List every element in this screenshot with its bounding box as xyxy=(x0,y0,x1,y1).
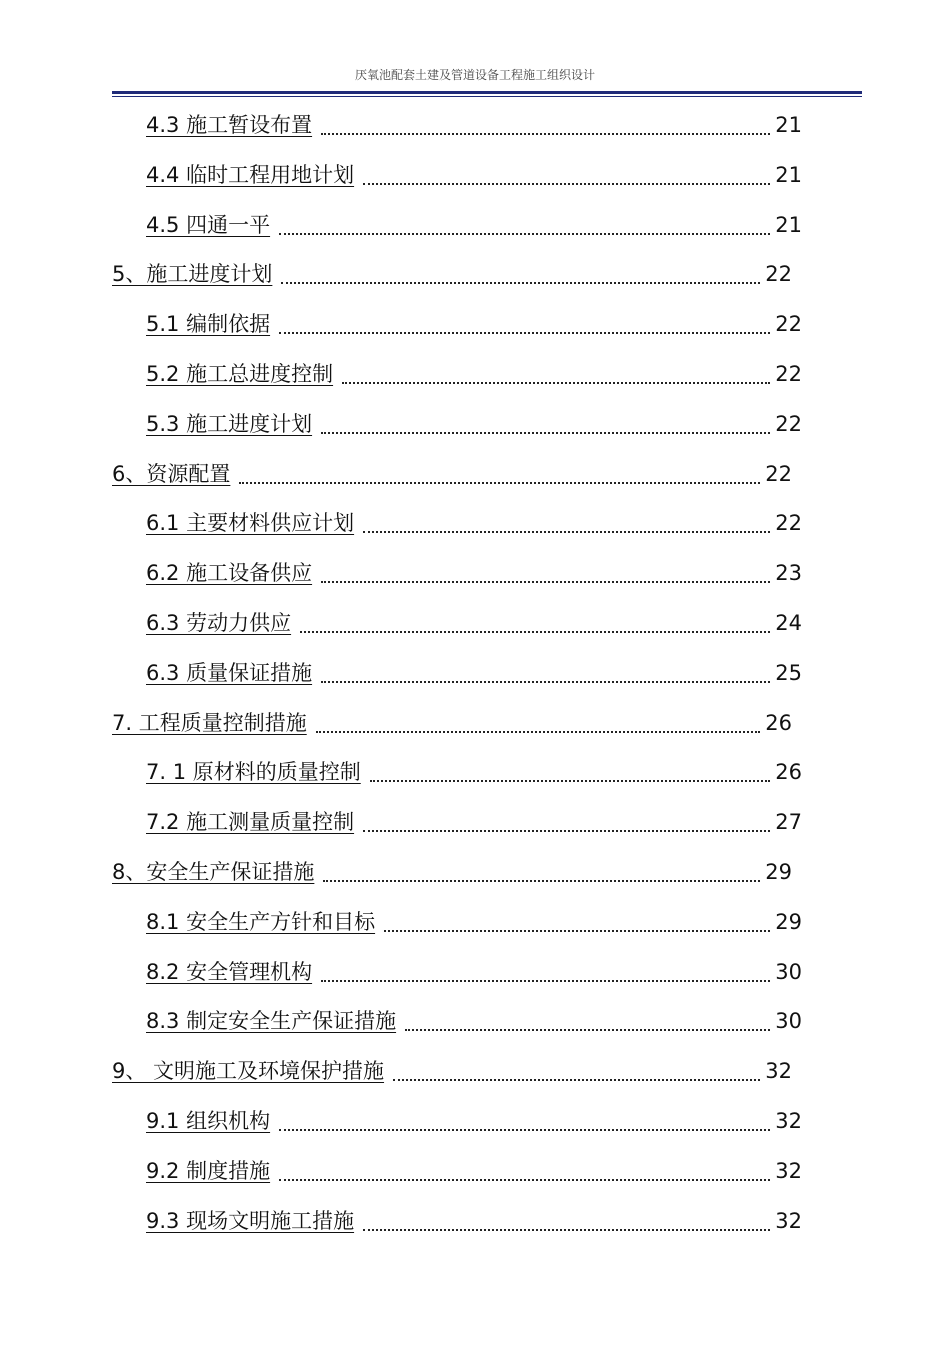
toc-dot-leader xyxy=(363,1207,770,1231)
toc-dot-leader xyxy=(321,410,770,434)
toc-dot-leader xyxy=(281,260,760,284)
toc-entry[interactable] xyxy=(146,357,802,387)
toc-dot-leader xyxy=(321,659,770,683)
toc-page-number: 24 xyxy=(775,611,802,635)
toc-entry-label[interactable]: 7. 1 原材料的质量控制 xyxy=(146,760,361,785)
toc-page-number: 22 xyxy=(765,461,792,486)
toc-entry[interactable] xyxy=(146,905,802,935)
toc-page-number: 32 xyxy=(775,1208,802,1233)
toc-entry-label[interactable]: 8.3 制定安全生产保证措施 xyxy=(146,1009,397,1034)
toc-entry[interactable] xyxy=(112,706,792,736)
toc-entry[interactable] xyxy=(146,755,802,785)
toc-dot-leader xyxy=(321,111,770,135)
toc-page-number: 23 xyxy=(775,561,802,586)
header-rule-thick xyxy=(112,91,862,94)
toc-page-number: 22 xyxy=(775,312,802,337)
toc-dot-leader xyxy=(300,609,770,633)
toc-entry-label[interactable]: 8.2 安全管理机构 xyxy=(146,959,313,984)
toc-dot-leader xyxy=(321,559,770,583)
toc-dot-leader xyxy=(279,1157,770,1181)
toc-entry-label[interactable]: 9.2 制度措施 xyxy=(146,1158,271,1183)
toc-entry-label[interactable]: 6.3 质量保证措施 xyxy=(146,660,313,685)
toc-entry[interactable] xyxy=(146,556,802,586)
toc-page-number: 22 xyxy=(775,362,802,386)
toc-page-number: 21 xyxy=(775,162,802,187)
toc-entry[interactable] xyxy=(146,1004,802,1034)
toc-page-number: 26 xyxy=(765,710,792,735)
toc-dot-leader xyxy=(370,758,771,782)
toc-entry[interactable] xyxy=(112,855,792,885)
toc-entry-label[interactable]: 9.3 现场文明施工措施 xyxy=(146,1208,355,1233)
toc-entry-label[interactable]: 5、施工进度计划 xyxy=(112,262,273,287)
toc-entry-label[interactable]: 6.3 劳动力供应 xyxy=(146,611,292,635)
toc-dot-leader xyxy=(279,310,770,334)
toc-dot-leader xyxy=(342,360,770,384)
toc-entry-label[interactable]: 5.1 编制依据 xyxy=(146,312,271,337)
toc-entry-label[interactable]: 8.1 安全生产方针和目标 xyxy=(146,909,376,934)
toc-entry[interactable] xyxy=(112,457,792,487)
toc-page-number: 30 xyxy=(775,959,802,984)
toc-entry[interactable] xyxy=(146,158,802,188)
toc-dot-leader xyxy=(316,709,761,733)
toc-page-number: 22 xyxy=(765,262,792,287)
toc-entry[interactable] xyxy=(146,1154,802,1184)
toc-entry-label[interactable]: 4.4 临时工程用地计划 xyxy=(146,162,355,187)
header-rule-thin xyxy=(112,96,862,97)
toc-entry[interactable] xyxy=(146,307,802,337)
toc-entry[interactable] xyxy=(146,656,802,686)
toc-entry-label[interactable]: 6.2 施工设备供应 xyxy=(146,561,313,586)
toc-page-number: 32 xyxy=(775,1158,802,1183)
toc-entry[interactable] xyxy=(146,506,802,536)
toc-entry-label[interactable]: 4.3 施工暂设布置 xyxy=(146,113,313,137)
toc-entry[interactable] xyxy=(146,805,802,835)
toc-entry[interactable] xyxy=(146,1204,802,1234)
toc-entry-label[interactable]: 6.1 主要材料供应计划 xyxy=(146,511,355,536)
toc-entry[interactable] xyxy=(112,257,792,287)
toc-dot-leader xyxy=(363,161,770,185)
toc-entry-label[interactable]: 4.5 四通一平 xyxy=(146,212,271,237)
toc-page-number: 30 xyxy=(775,1009,802,1034)
toc-entry[interactable] xyxy=(146,606,802,636)
toc-entry[interactable] xyxy=(146,1104,802,1134)
toc-entry-label[interactable]: 8、安全生产保证措施 xyxy=(112,860,315,884)
toc-dot-leader xyxy=(405,1007,770,1031)
toc-entry[interactable] xyxy=(146,407,802,437)
toc-entry[interactable] xyxy=(146,208,802,238)
toc-entry-label[interactable]: 9、 文明施工及环境保护措施 xyxy=(112,1059,385,1084)
page-header-title: 厌氧池配套土建及管道设备工程施工组织设计 xyxy=(354,68,595,82)
toc-page-number: 32 xyxy=(775,1109,802,1133)
toc-page-number: 27 xyxy=(775,810,802,835)
toc-entry-label[interactable]: 9.1 组织机构 xyxy=(146,1109,271,1133)
toc-entry[interactable] xyxy=(112,1054,792,1084)
toc-dot-leader xyxy=(279,1107,770,1131)
toc-entry-label[interactable]: 5.3 施工进度计划 xyxy=(146,411,313,436)
toc-page-number: 22 xyxy=(775,511,802,536)
toc-entry[interactable] xyxy=(146,955,802,985)
toc-page-number: 21 xyxy=(775,212,802,237)
toc-page-number: 29 xyxy=(765,860,792,884)
toc-entry-label[interactable]: 6、资源配置 xyxy=(112,461,231,486)
toc-dot-leader xyxy=(323,858,760,882)
toc-entry[interactable] xyxy=(146,108,802,138)
toc-page-number: 26 xyxy=(775,760,802,785)
toc-dot-leader xyxy=(321,958,770,982)
toc-dot-leader xyxy=(384,908,770,932)
toc-page-number: 21 xyxy=(775,113,802,137)
toc-entry-label[interactable]: 7. 工程质量控制措施 xyxy=(112,710,307,735)
toc-page-number: 22 xyxy=(775,411,802,436)
toc-page-number: 32 xyxy=(765,1059,792,1084)
toc-dot-leader xyxy=(393,1057,760,1081)
toc-entry-label[interactable]: 7.2 施工测量质量控制 xyxy=(146,810,355,835)
toc-page-number: 29 xyxy=(775,909,802,934)
toc-entry-label[interactable]: 5.2 施工总进度控制 xyxy=(146,362,334,386)
toc-page-number: 25 xyxy=(775,660,802,685)
toc-dot-leader xyxy=(279,211,770,235)
toc-dot-leader xyxy=(363,509,770,533)
toc-dot-leader xyxy=(239,460,760,484)
toc-dot-leader xyxy=(363,808,770,832)
